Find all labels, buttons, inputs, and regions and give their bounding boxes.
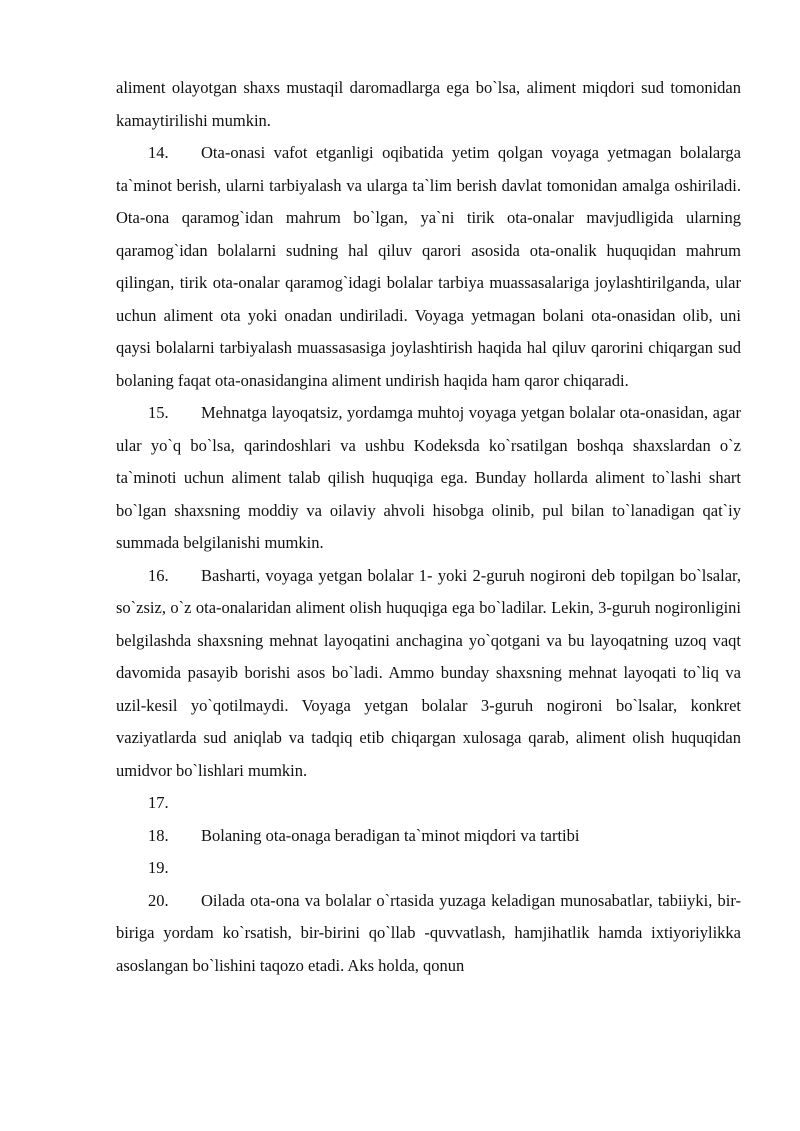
paragraph-18-heading: [116, 820, 741, 853]
paragraph-number: 17.: [148, 793, 169, 812]
paragraph-number: 14.: [148, 143, 169, 162]
paragraph-text: Oilada ota-ona va bolalar o`rtasida yuzaga keladigan munosabatlar, tabiiyki, bir-biriga yordam ko`rsatish, bir-birini qo`llab -quvvatlash, hamjihatlik hamda ixtiyoriylikka asoslangan bo`lishini taqozo etadi. Aks holda, qonun: [116, 890, 741, 975]
section-heading-text: Bolaning ota-onaga beradigan ta`minot miqdori va tartibi: [201, 825, 580, 845]
paragraph-19: [116, 852, 741, 885]
document-page: [116, 72, 741, 982]
paragraph-14: [116, 137, 741, 397]
paragraph-text: Ota-onasi vafot etganligi oqibatida yetim qolgan voyaga yetmagan bolalarga ta`minot berish, ularni tarbiyalash va ularga ta`lim berish davlat tomonidan amalga oshiriladi. Ota-ona qaramog`idan mahrum bo`lgan, ya`ni tirik ota-onalar mavjudligida ularning qaramog`idan bolalarni sudning hal qiluv qarori asosida ota-onalik huquqidan mahrum qilingan, tirik ota-onalar qaramog`idagi bolalar tarbiya muassasalariga joylashtirilganda, ular uchun aliment ota yoki onadan undiriladi. Voyaga yetmagan bolani ota-onasidan olib, uni qaysi bolalarni tarbiyalash muassasasiga joylashtirish haqida hal qiluv qarorini chiqargan sud bolaning faqat ota-onasidangina aliment undirish haqida ham qaror chiqaradi.: [116, 143, 741, 390]
paragraph-20: [116, 885, 741, 983]
paragraph-17: [116, 787, 741, 820]
paragraph-number: 15.: [148, 403, 169, 422]
paragraph-number: 19.: [148, 858, 169, 877]
paragraph-number: 18.: [148, 825, 169, 845]
paragraph-number: 20.: [148, 890, 169, 910]
paragraph-number: 16.: [148, 565, 169, 585]
paragraph-text: Mehnatga layoqatsiz, yordamga muhtoj voyaga yetgan bolalar ota-onasidan, agar ular yo`q bo`lsa, qarindoshlari va ushbu Kodeksda ko`rsatilgan boshqa shaxslardan o`z ta`minoti uchun aliment talab qilish huquqiga ega. Bunday hollarda aliment to`lashi shart bo`lgan shaxsning moddiy va oilaviy ahvoli hisobga olinib, pul bilan to`lanadigan qat`iy summada belgilanishi mumkin.: [116, 403, 741, 552]
paragraph-16: [116, 560, 741, 788]
paragraph-continuation: [116, 72, 741, 137]
paragraph-text: aliment olayotgan shaxs mustaqil daromadlarga ega bo`lsa, aliment miqdori sud tomonidan kamaytirilishi mumkin.: [116, 78, 741, 130]
paragraph-text: Basharti, voyaga yetgan bolalar 1- yoki 2-guruh nogironi deb topilgan bo`lsalar, so`zsiz, o`z ota-onalaridan aliment olish huquqiga ega bo`ladilar. Lekin, 3-guruh nogironligini belgilashda shaxsning mehnat layoqatini anchagina yo`qotgani va bu layoqatning uzoq vaqt davomida pasayib borishi asos bo`ladi. Ammo bunday shaxsning mehnat layoqati to`liq va uzil-kesil yo`qotilmaydi. Voyaga yetgan bolalar 3-guruh nogironi bo`lsalar, konkret vaziyatlarda sud aniqlab va tadqiq etib chiqargan xulosaga qarab, aliment olish huquqidan umidvor bo`lishlari mumkin.: [116, 565, 741, 780]
paragraph-15: [116, 397, 741, 560]
